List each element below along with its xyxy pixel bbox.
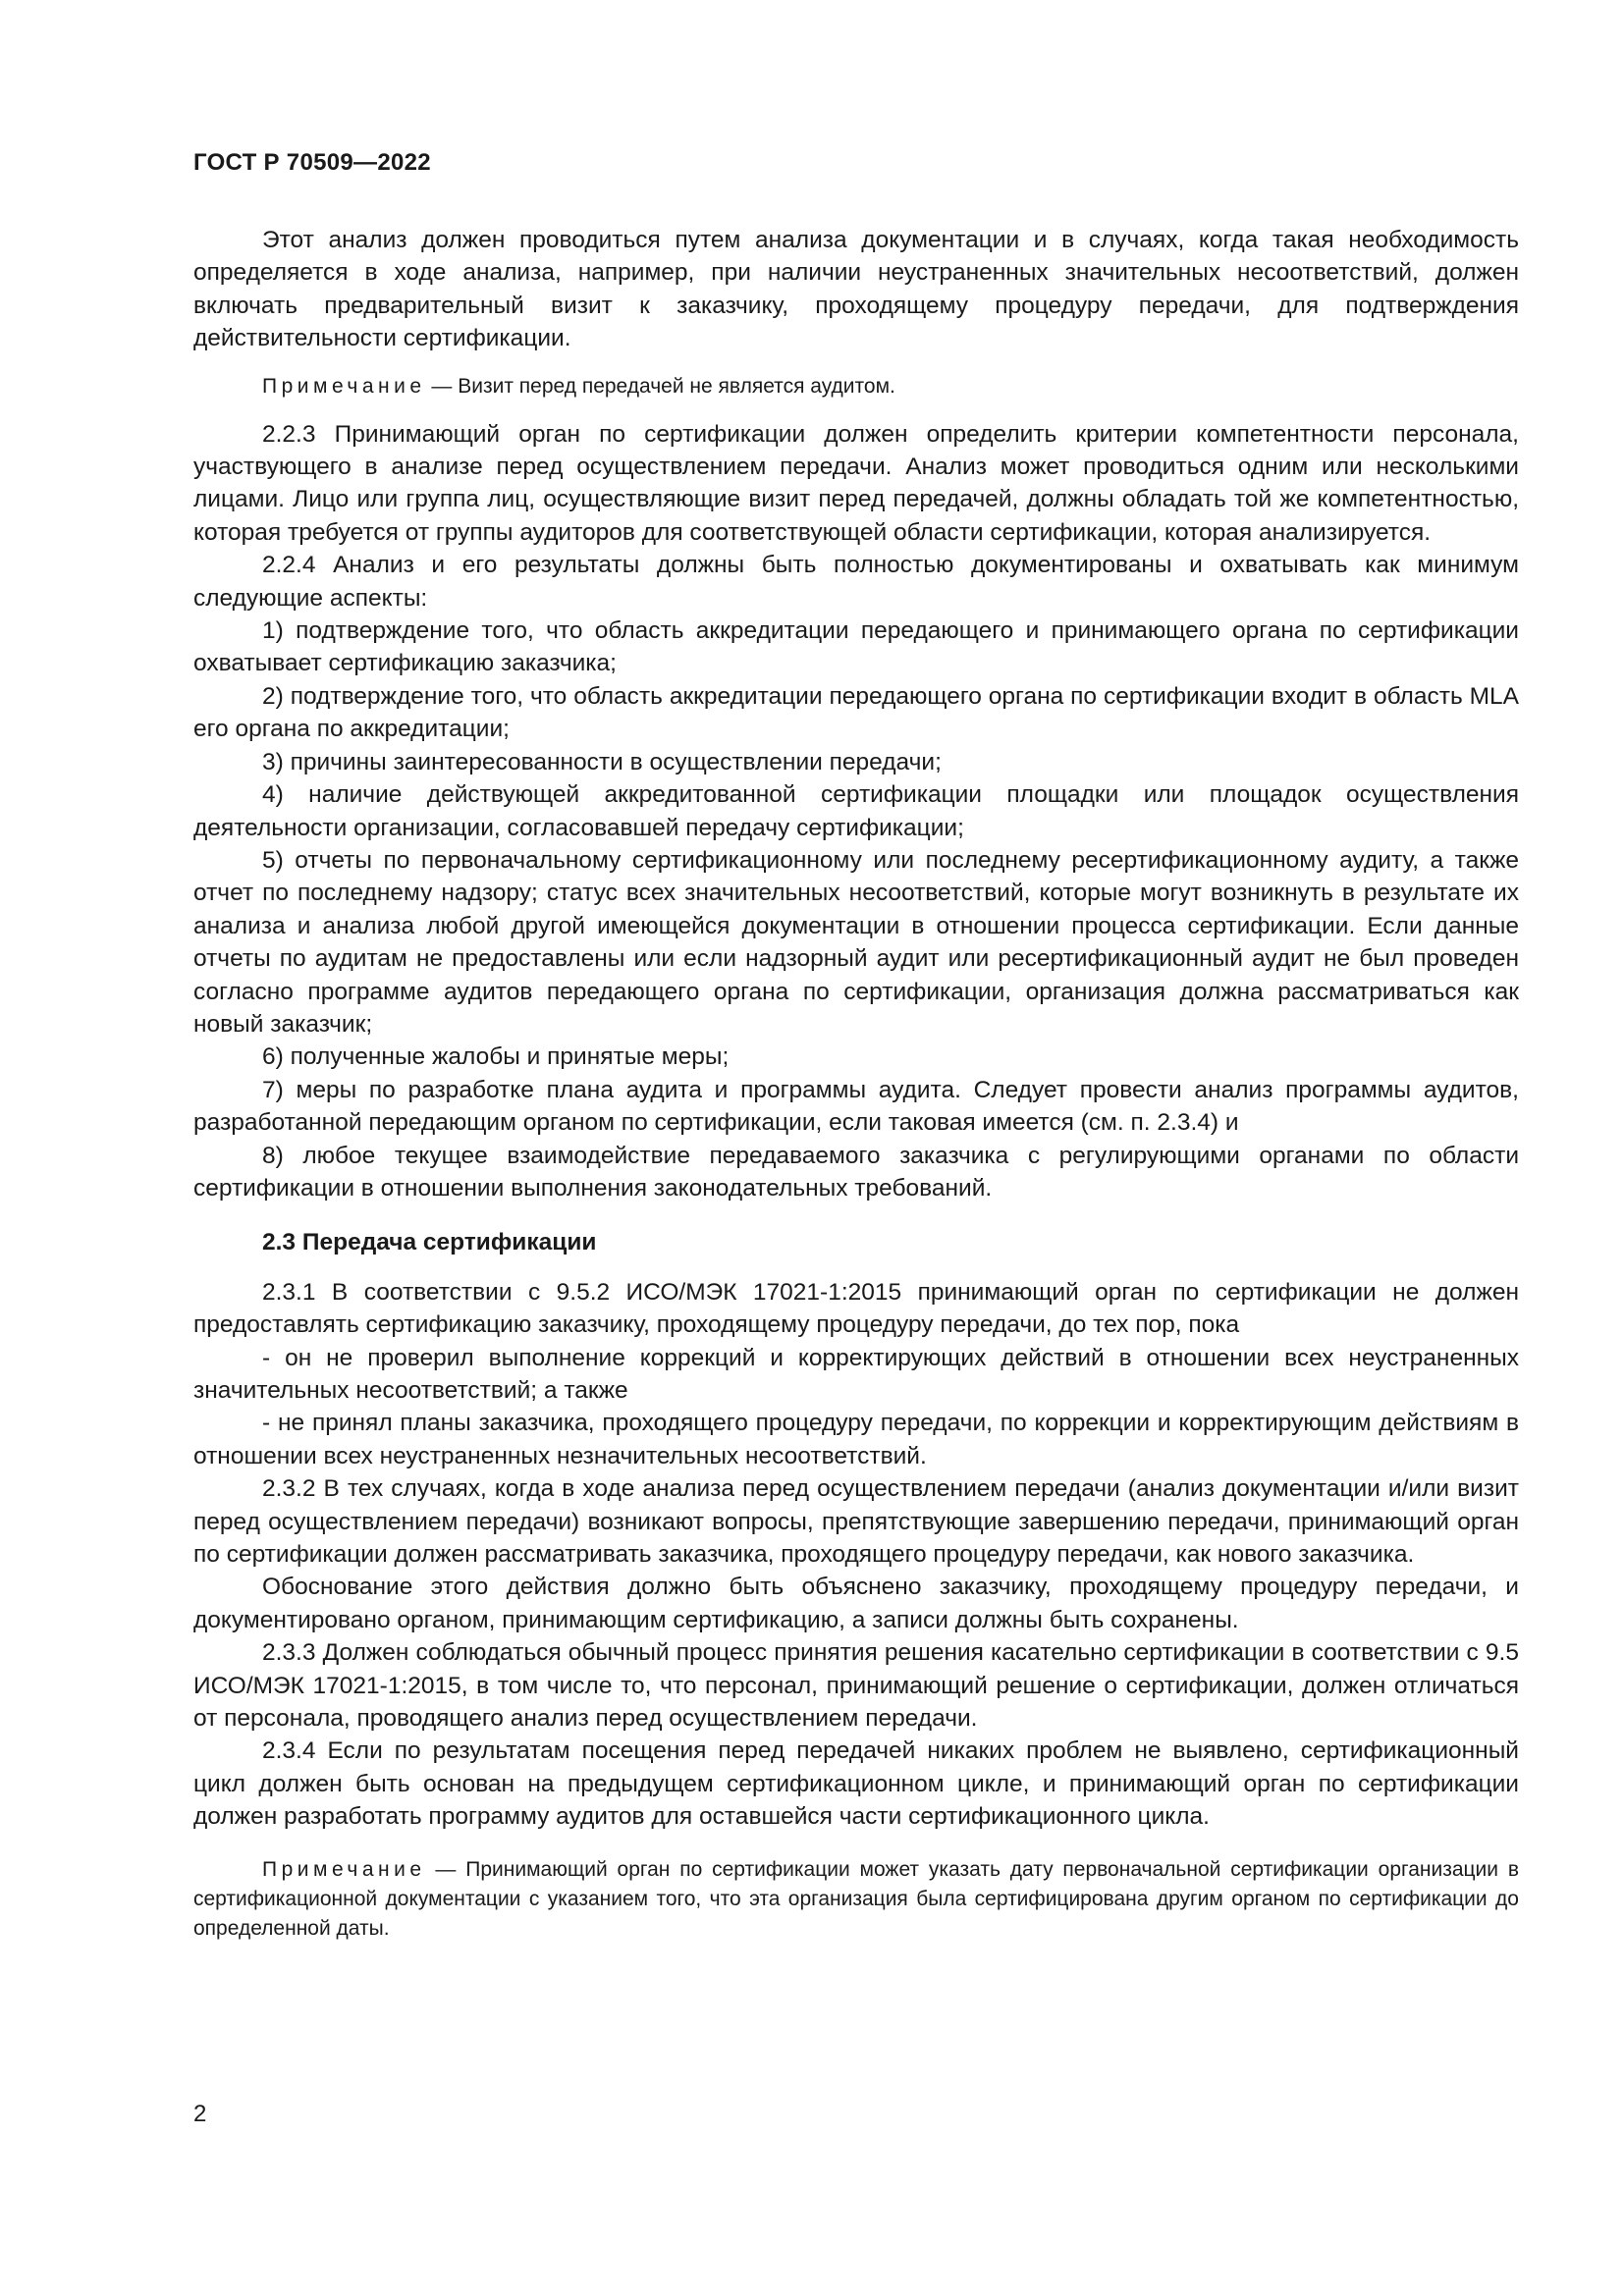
note-text: — Визит перед передачей не является аудитом.: [425, 374, 895, 398]
note-label: Примечание: [262, 374, 426, 398]
list-item-7: 7) меры по разработке плана аудита и программы аудита. Следует провести анализ программы аудитов, разработанной передающим органом по сертификации, если таковая имеется (см. п. 2.3.4) и: [193, 1076, 1519, 1137]
clause-2-3-1: 2.3.1 В соответствии с 9.5.2 ИСО/МЭК 17021-1:2015 принимающий орган по сертификации не должен предоставлять сертификацию заказчику, проходящему процедуру передачи, до тех пор, пока: [193, 1278, 1519, 1339]
clause-2-2-4: 2.2.4 Анализ и его результаты должны быть полностью документированы и охватывать как минимум следующие аспекты:: [193, 552, 1519, 612]
list-item-6: 6) полученные жалобы и принятые меры;: [262, 1043, 730, 1071]
list-item-8: 8) любое текущее взаимодействие передаваемого заказчика с регулирующими органами по области сертификации в отношении выполнения законодательных требований.: [193, 1142, 1519, 1201]
list-item-2: 2) подтверждение того, что область аккредитации передающего органа по сертификации входит в область MLA его органа по аккредитации;: [193, 682, 1519, 743]
list-item-3: 3) причины заинтересованности в осуществлении передачи;: [262, 748, 942, 775]
dash-item-2: - не принял планы заказчика, проходящего процедуру передачи, по коррекции и корректирующим действиям в отношении всех неустраненных незначительных несоответствий.: [193, 1410, 1519, 1469]
page-number: 2: [193, 2101, 207, 2127]
dash-item-1: - он не проверил выполнение коррекций и корректирующих действий в отношении всех неустраненных значительных несоответствий; а также: [193, 1344, 1519, 1404]
list-item-5: 5) отчеты по первоначальному сертификационному или последнему ресертификационному аудиту, а также отчет по последнему надзору; статус всех значительных несоответствий, которые могут возникнуть в результате их анализа и анализа любой другой имеющейся документации в отношении процесса сертификации. Если данные отчеты по аудитам не предоставлены или если надзорный аудит или ресертификационный аудит не был проведен согласно программе аудитов передающего органа по сертификации, организация должна рассматриваться как новый заказчик;: [193, 846, 1519, 1038]
clause-2-2-3: 2.2.3 Принимающий орган по сертификации должен определить критерии компетентности персонала, участвующего в анализе перед осуществлением передачи. Анализ может проводиться одним или несколькими лицами. Лицо или группа лиц, осуществляющие визит перед передачей, должны обладать той же компетентностью, которая требуется от группы аудиторов для соответствующей области сертификации, которая анализируется.: [193, 420, 1519, 546]
paragraph-intro: Этот анализ должен проводиться путем анализа документации и в случаях, когда такая необходимость определяется в ходе анализа, например, при наличии неустраненных значительных несоответствий, должен включать предварительный визит к заказчику, проходящему процедуру передачи, для подтверждения действительности сертификации.: [193, 227, 1519, 352]
note-2: [193, 1855, 1519, 1944]
page-body: [193, 224, 1519, 1944]
list-item-4: 4) наличие действующей аккредитованной сертификации площадки или площадок осуществления деятельности организации, согласовавшей передачу сертификации;: [193, 781, 1519, 841]
clause-2-3-4: 2.3.4 Если по результатам посещения перед передачей никаких проблем не выявлено, сертификационный цикл должен быть основан на предыдущем сертификационном цикле, и принимающий орган по сертификации должен разработать программу аудитов для оставшейся части сертификационного цикла.: [193, 1737, 1519, 1831]
section-heading: 2.3 Передача сертификации: [262, 1229, 597, 1256]
list-item-1: 1) подтверждение того, что область аккредитации передающего и принимающего органа по сертификации охватывает сертификацию заказчика;: [193, 617, 1519, 677]
document-header: ГОСТ Р 70509—2022: [193, 149, 431, 176]
note-label: Примечание: [262, 1857, 426, 1881]
note-text: — Принимающий орган по сертификации может указать дату первоначальной сертификации организации в сертификационной документации с указанием того, что эта организация была сертифицирована другим органом по сертификации до определенной даты.: [193, 1857, 1519, 1940]
paragraph-justification: Обоснование этого действия должно быть объяснено заказчику, проходящему процедуру передачи, и документировано органом, принимающим сертификацию, а записи должны быть сохранены.: [193, 1574, 1519, 1633]
clause-2-3-2: 2.3.2 В тех случаях, когда в ходе анализа перед осуществлением передачи (анализ документации и/или визит перед осуществлением передачи) возникают вопросы, препятствующие завершению передачи, принимающий орган по сертификации должен рассматривать заказчика, проходящего процедуру передачи, как нового заказчика.: [193, 1475, 1519, 1569]
note-1: [193, 372, 1519, 401]
clause-2-3-3: 2.3.3 Должен соблюдаться обычный процесс принятия решения касательно сертификации в соответствии с 9.5 ИСО/МЭК 17021-1:2015, в том числе то, что персонал, принимающий решение о сертификации, должен отличаться от персонала, проводящего анализ перед осуществлением передачи.: [193, 1639, 1519, 1733]
